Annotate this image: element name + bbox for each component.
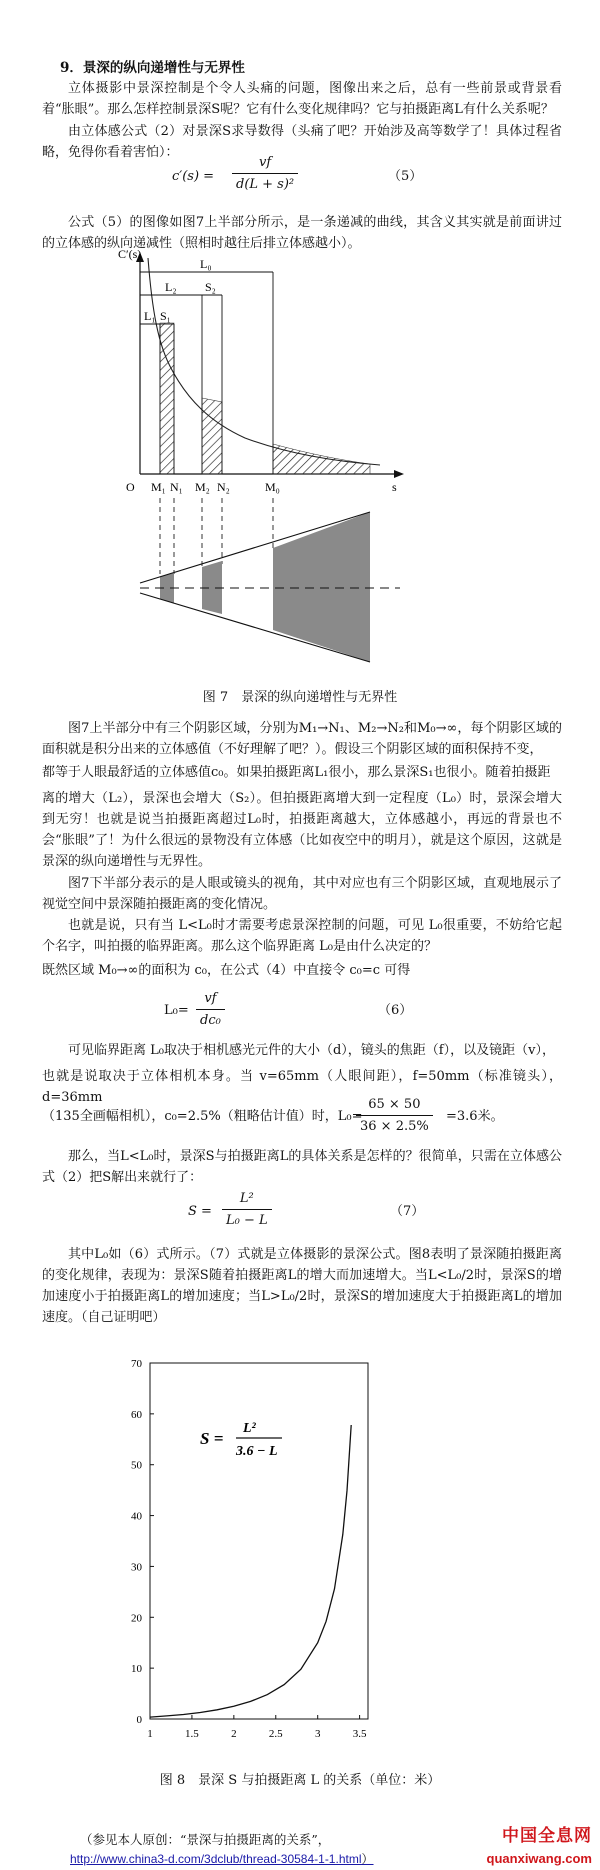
projection-lines (160, 498, 273, 574)
calc-denominator: 36 × 2.5% (360, 1119, 429, 1134)
calc-fraction (356, 1094, 433, 1137)
chart-formula-den: 3.6 − L (236, 1444, 278, 1459)
y-tick-label: 50 (131, 1459, 142, 1472)
figure-8-caption: 图 8 景深 S 与拍摄距离 L 的关系（单位：米） (159, 1773, 441, 1788)
formula-7-left: S = (188, 1204, 212, 1219)
tick-label-N1: N₁ (170, 480, 183, 494)
plot-frame (150, 1363, 368, 1719)
x-tick-label: 2.5 (268, 1728, 283, 1740)
paragraph-intro: 立体摄影中景深控制是个令人头痛的问题，图像出来之后，总有一些前景或背景看着“胀眼”。那么怎样控制景深S呢？它有什么变化规律吗？它与拍摄距离L有什么关系呢？ (42, 81, 562, 117)
formula-6-denominator: dc₀ (200, 1013, 221, 1028)
figure-7 (0, 250, 600, 690)
formula-7-fraction (222, 1188, 272, 1231)
formula-5-left: c′(s) = (172, 169, 215, 184)
formula-7 (0, 1188, 600, 1236)
section-heading: 9．景深的纵向递增性与无界性 (60, 60, 245, 76)
formula-6-number: （6） (378, 1003, 413, 1018)
formula-7-number: （7） (390, 1204, 425, 1219)
span-label-L0: L₀ (200, 257, 212, 271)
paragraph-comfort-value: 都等于人眼最舒适的立体感值c₀。如果拍摄距离L₁很小，那么景深S₁也很小。随着拍摄距 (42, 765, 551, 780)
formula-5-number: （5） (388, 169, 423, 184)
x-tick-label: 1 (147, 1728, 153, 1740)
figure-8-chart (0, 1340, 600, 1760)
x-tick-label: 3.5 (352, 1728, 367, 1740)
x-tick-label: 2 (231, 1728, 237, 1740)
paragraph-shaded-areas: 图7上半部分中有三个阴影区域，分别为M₁→N₁、M₂→N₂和M₀→∞，每个阴影区域的面积就是积分出来的立体感值（不好理解了吧？）。假设三个阴影区域的面积保持不变， (42, 721, 562, 757)
paragraph-curve: 公式（5）的图像如图7上半部分所示，是一条递减的曲线，其含义其实就是前面讲过的立体感的纵向递减性（照相时越往后排立体感越小）。 (42, 215, 562, 251)
paragraph-derivative: 由立体感公式（2）对景深S求导数得（头痛了吧？开始涉及高等数学了！具体过程省略，免得你看着害怕）： (42, 124, 562, 160)
reference-note: （参见本人原创：“景深与拍摄距离的关系”， (80, 1832, 331, 1847)
formula-5-fraction (232, 152, 298, 195)
chart-formula-num: L² (243, 1421, 256, 1436)
x-tick-label: 1.5 (185, 1728, 199, 1740)
paragraph-dof-formula: 其中L₀如（6）式所示。（7）式就是立体摄影的景深公式。图8表明了景深随拍摄距离的变化规律，表现为：景深S随着拍摄距离L的增大而加速增大。当L<L₀/2时，景深S的增加速度小于拍摄距离L的增加速度；当L>L₀/2时，景深S的增加速度大于拍摄距离L的增加速度。（自己证明吧） (42, 1247, 562, 1325)
paragraph-determined-by: 可见临界距离 L₀取决于相机感光元件的大小（d），镜头的焦距（f），以及镜距（v）， (68, 1043, 555, 1058)
formula-5-numerator: vf (232, 152, 298, 174)
y-tick-label: 0 (136, 1714, 142, 1726)
calc-prefix: （135全画幅相机），c₀=2.5%（粗略估计值）时，L₀= (42, 1109, 363, 1124)
span-label-L1: L₁ (144, 309, 156, 323)
formula-6-left: L₀= (164, 1003, 189, 1018)
y-tick-label: 30 (131, 1561, 142, 1574)
x-axis-arrow (394, 470, 404, 478)
y-tick-label: 20 (131, 1612, 142, 1625)
origin-label: O (126, 480, 135, 494)
y-tick-label: 70 (131, 1358, 142, 1370)
series-line (150, 1425, 351, 1717)
x-axis-label: s (392, 480, 397, 494)
shade-region-2 (202, 398, 222, 474)
chart-formula-left: S = (200, 1429, 224, 1448)
paragraph-unbounded: 离的增大（L₂），景深也会增大（S₂）。但拍摄距离增大到一定程度（L₀）时，景深会增大到无穷！也就是说当拍摄距离超过L₀时，拍摄距离越大，立体感越小，再远的背景也不会“胀眼”了！为什么很远的景物没有立体感（比如夜空中的明月），就是这个原因，这就是景深的纵向递增性与无界性。 (42, 791, 562, 869)
paragraph-relation: 那么，当L<L₀时，景深S与拍摄距离L的具体关系是怎样的？很简单，只需在立体感公式（2）把S解出来就行了： (42, 1149, 562, 1185)
y-axis-label: C′(s) (118, 250, 142, 261)
span-label-L2: L₂ (165, 280, 177, 294)
span-label-S2: S₂ (205, 280, 216, 294)
decreasing-curve (148, 258, 380, 465)
formula-6-numerator: vf (196, 988, 225, 1010)
span-label-S1: S₁ (160, 309, 171, 323)
formula-label-in-chart (200, 1421, 282, 1459)
tick-label-M0: M₀ (265, 480, 280, 494)
y-tick-label: 60 (131, 1408, 142, 1421)
formula-5-denominator: d(L + s)² (236, 177, 295, 192)
y-ticks (131, 1358, 154, 1726)
shade-region-3 (273, 444, 370, 474)
formula-7-denominator: L₀ − L (226, 1213, 268, 1228)
x-tick-label: 3 (314, 1728, 321, 1740)
paragraph-critical-distance: 也就是说，只有当 L<L₀时才需要考虑景深控制的问题，可见 L₀很重要，不妨给它起个名字，叫拍摄的临界距离。那么这个临界距离 L₀是由什么决定的？ (42, 918, 562, 954)
paragraph-lower-half: 图7下半部分表示的是人眼或镜头的视角，其中对应也有三个阴影区域，直观地展示了视觉空间中景深随拍摄距离的变化情况。 (42, 876, 562, 912)
cone-shade-3 (273, 512, 370, 662)
paragraph-area-c0: 既然区域 M₀→∞的面积为 c₀，在公式（4）中直接令 c₀=c 可得 (42, 963, 411, 978)
watermark-title: 中国全息网 (502, 1826, 592, 1846)
calc-numerator: 65 × 50 (356, 1094, 433, 1116)
y-tick-label: 10 (131, 1663, 142, 1676)
y-tick-label: 40 (131, 1510, 142, 1523)
reference-url-tail: ） (361, 1852, 374, 1866)
tick-label-M1: M₁ (151, 480, 166, 494)
formula-5 (0, 152, 600, 204)
calc-suffix: =3.6米。 (446, 1109, 504, 1124)
formula-6 (0, 988, 600, 1034)
tick-label-N2: N₂ (217, 480, 230, 494)
formula-calc (0, 1094, 600, 1140)
formula-6-fraction (196, 988, 225, 1031)
reference-link[interactable] (70, 1849, 374, 1870)
watermark-url: quanxiwang.com (486, 1851, 592, 1866)
figure-7-caption: 图 7 景深的纵向递增性与无界性 (202, 690, 398, 705)
site-watermark (462, 1826, 596, 1868)
paragraph-camera-itself: 也就是说取决于立体相机本身。当 v=65mm（人眼间距），f=50mm（标准镜头），d=36mm (42, 1069, 562, 1105)
reference-url: http://www.china3-d.com/3dclub/thread-30584-1-1.html (70, 1852, 362, 1866)
formula-7-numerator: L² (222, 1188, 272, 1210)
tick-label-M2: M₂ (195, 480, 210, 494)
